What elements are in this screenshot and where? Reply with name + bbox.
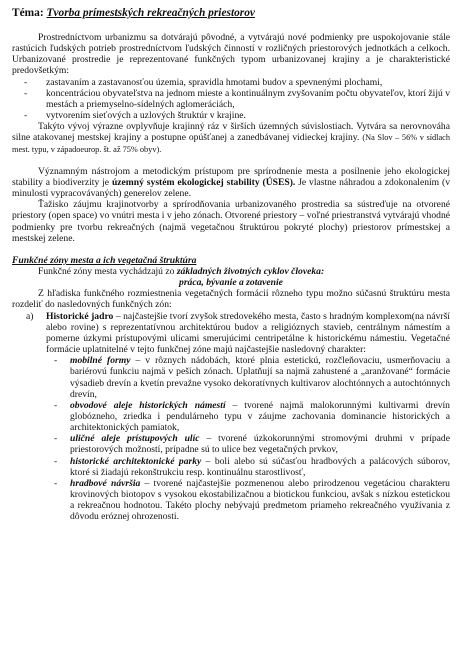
paragraph-zones: Z hľadiska funkčného rozmiestnenia vegetačných formácií rôzneho typu možno súčasnú štruktúru mesta rozdeliť do nasledovných funkčných zón: xyxy=(12,288,450,311)
paragraph-uses xyxy=(12,166,450,199)
item-label: historické architektonické parky xyxy=(70,455,202,467)
zone-historic-core xyxy=(12,311,450,523)
item-label: mobilné formy xyxy=(70,355,131,367)
life-cycles-term: základných životných cyklov človeka: xyxy=(176,265,325,277)
vegetation-forms-list xyxy=(46,355,450,522)
section-intro xyxy=(12,266,450,277)
paragraph-urbanism: Prostredníctvom urbanizmu sa dotvárajú pôvodné, a vytvárajú nové podmienky pre uspokojovanie stále rastúcich ľudských potrieb prostredníctvom ľudských činností v rozličných priestorových jednotkách a celkoch. Urbanizované prostredie je reprezentované funkčných typom urbanizovanej krajiny a je charakteristické predovšetkým: xyxy=(12,32,450,77)
list-item xyxy=(46,433,450,455)
uses-text-before: Významným nástrojom a metodickým prístupom pre sprírodnenie mesta a posilnenie jeho ekologickej stability a biodiverzity je xyxy=(12,165,450,188)
list-item xyxy=(46,355,450,400)
uses-text-after: Je vlastne náhradou a zdokonalením (v minulosti vypracovávaných) generelov zelene. xyxy=(12,176,450,200)
section-intro-text: Funkčné zóny mesta vychádzajú zo xyxy=(38,265,175,277)
list-item: - koncentráciou obyvateľstva na jednom mieste a kontinuálnym zvyšovaním počtu obyvateľov, ktorí žijú v mestách a priemyselno-sídelných aglomeráciách, xyxy=(12,88,450,110)
title-label: Téma: xyxy=(12,7,44,19)
list-item: - zastavaním a zastavanosťou územia, spravidla hmotami budov a spevnenými plochami, xyxy=(12,77,450,88)
list-item: - vytvorením sieťových a uzlových štruktúr v krajine. xyxy=(12,110,450,121)
item-label: hradbové návršia xyxy=(70,477,141,489)
item-text: – tvorené najčastejšie pozmenenou alebo prirodzenou vegetáciou charakteru krovinových biotopov s vysokou ekostabilizačnou a biotickou funkciou, avšak s nízkou estetickou a rekreačnou hodnotou. Takéto plochy nebývajú predmetom priameho rekreačného využívania z dôvodu eróznej ohrozenosti. xyxy=(70,477,450,523)
characteristics-list xyxy=(12,77,450,122)
zone-marker: a) xyxy=(26,310,34,322)
paragraph-landscape xyxy=(12,121,450,154)
uses-bold-term: územný systém ekologickej stability (ÚSES). xyxy=(111,176,296,188)
paragraph-open-space: Ťažisko záujmu krajinotvorby a sprírodňovania urbanizovaného prostredia sa sústreďuje na otvorené priestory (open space) vo vnútri mesta i v jeho zónach. Otvorené priestory – voľné priestranstvá vytvárajú vhodné podmienky pre tvorbu rekreačných (najmä vegetačnou štruktúrou pokryté plochy) priestorov prímestskej a mestskej zelene. xyxy=(12,199,450,244)
zones-list xyxy=(12,311,450,523)
title-text: Tvorba prímestských rekreačných priestorov xyxy=(46,7,255,19)
zone-description: – najčastejšie tvorí zvyšok stredovekého mesta, často s hradným komplexom(na návrší alebo rovine) s reprezentatívnou architektúrou budov a religióznych stavieb, centrálnym námestím a pomerne úzkymi prístupovými ulicami smerujúcimi centripetálne k historickému námestiu. Vegetačné formácie uplatnitelné v tejto funkčnej zóne majú najčastejšie nasledovný charakter: xyxy=(46,310,450,356)
document-title xyxy=(12,7,450,20)
list-item xyxy=(46,400,450,433)
item-label: uličné aleje prístupových ulíc xyxy=(70,433,200,445)
item-text: – tvorené najmä malokorunnými kultivarmi drevín globózneho, zriedka i pendulárneho typu v záujme zachovania dominancie historických a architektonických pamiatok, xyxy=(70,399,450,434)
paragraph-landscape-text: Takýto vývoj výrazne ovplyvňuje krajinný ráz v širších územných súvislostiach. Vytvára sa nerovnováha silne atakovanej mestskej krajiny a postupne opúšťanej a zanedbávanej vidieckej krajiny. xyxy=(12,121,450,144)
item-text: – tvorené úzkokorunnými stromovými druhmi v prípade priestorových možností, prípadne sú to ulice bez vegetačných prvkov, xyxy=(70,433,450,456)
section-heading: Funkčné zóny mesta a ich vegetačná štruktúra xyxy=(12,254,197,266)
item-text: – boli alebo sú súčasťou hradbových a palácových súborov, ktoré si žiadajú rekonštrukciu resp. kontinuálnu starostlivosť, xyxy=(70,455,450,478)
life-cycles: práca, bývanie a zotavenie xyxy=(179,277,283,289)
statistics-note: (Na Slov – 56% v sídlach mest. typu, v západoeurop. št. až 75% obyv). xyxy=(12,133,450,154)
list-item xyxy=(46,478,450,523)
item-label: obvodové aleje historických námestí xyxy=(70,399,226,411)
zone-title: Historické jadro xyxy=(46,310,114,322)
item-text: – v rôznych nádobách, ktoré plnia estetickú, rozčleňovaciu, usmerňovaciu a bariérovú funkciu najmä v peších zónach. Uplatňují sa najmä zahustené a „aranžované“ formácie výsadieb drevín a kvetín prevažne vysoko dekoratívnych kultivarov alochtónnych a autochtónnych drevín, xyxy=(70,355,450,400)
list-item xyxy=(46,456,450,478)
